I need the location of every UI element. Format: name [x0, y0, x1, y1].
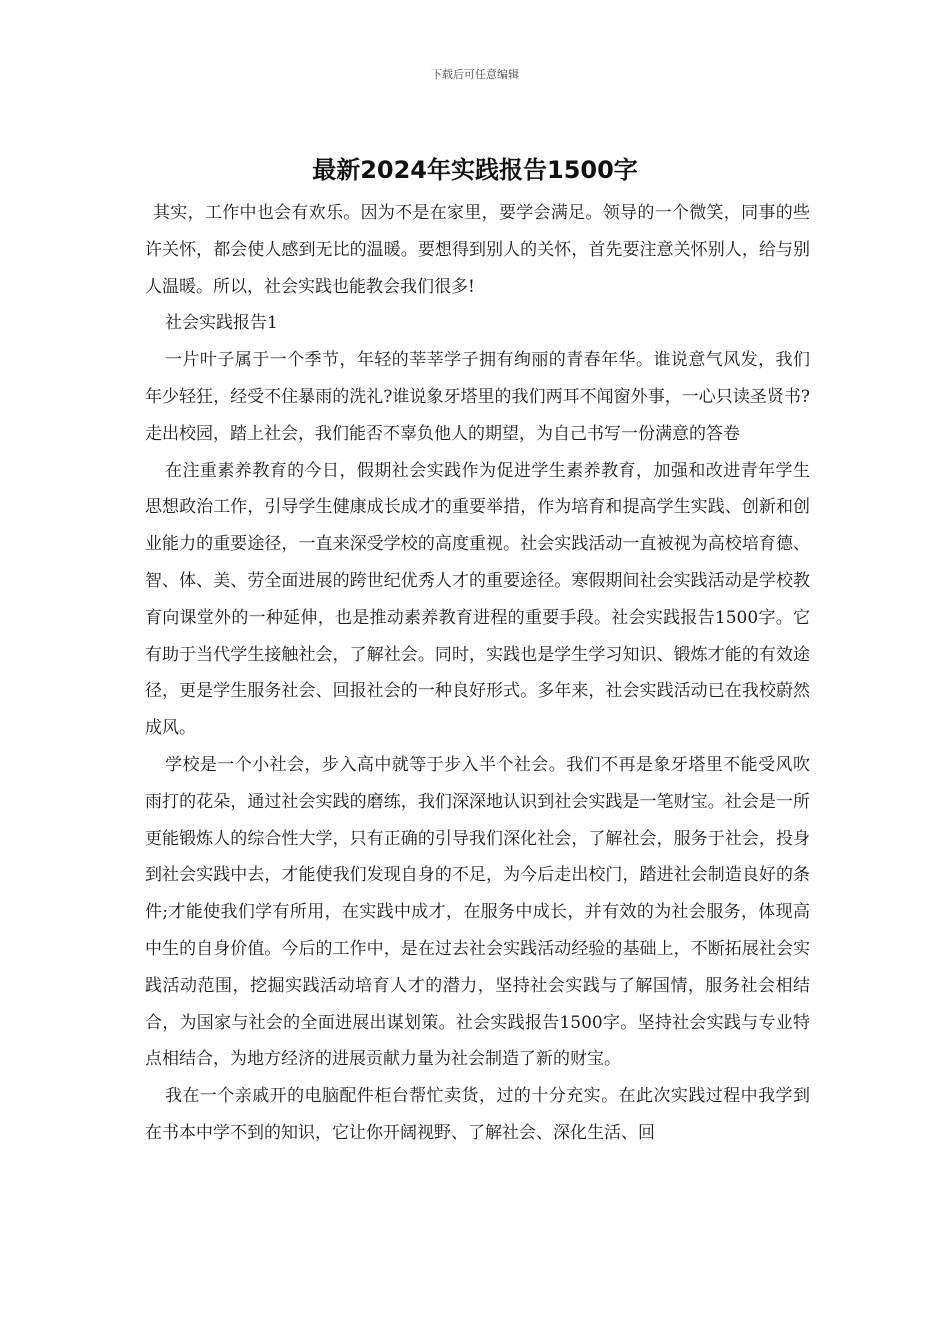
paragraph: 学校是一个小社会，步入高中就等于步入半个社会。我们不再是象牙塔里不能受风吹雨打的花朵，通过社会实践的磨练，我们深深地认识到社会实践是一笔财宝。社会是一所更能锻炼人的综合性大学，只有正确的引导我们深化社会，了解社会，服务于社会，投身到社会实践中去，才能使我们发现自身的不足，为今后走出校门，踏进社会制造良好的条件;才能使我们学有所用，在实践中成才，在服务中成长，并有效的为社会服务，体现高中生的自身价值。今后的工作中，是在过去社会实践活动经验的基础上，不断拓展社会实践活动范围，挖掘实践活动培育人才的潜力，坚持社会实践与了解国情，服务社会相结合，为国家与社会的全面进展出谋划策。社会实践报告1500字。坚持社会实践与专业特点相结合，为地方经济的进展贡献力量为社会制造了新的财宝。 [145, 754, 810, 1070]
paragraph: 在注重素养教育的今日，假期社会实践作为促进学生素养教育，加强和改进青年学生思想政治工作，引导学生健康成长成才的重要举措，作为培育和提高学生实践、创新和创业能力的重要途径，一直来深受学校的高度重视。社会实践活动一直被视为高校培育德、智、体、美、劳全面进展的跨世纪优秀人才的重要途径。寒假期间社会实践活动是学校教育向课堂外的一种延伸，也是推动素养教育进程的重要手段。社会实践报告1500字。它有助于当代学生接触社会，了解社会。同时，实践也是学生学习知识、锻炼才能的有效途径，更是学生服务社会、回报社会的一种良好形式。多年来，社会实践活动已在我校蔚然成风。 [145, 460, 810, 739]
paragraph: 我在一个亲戚开的电脑配件柜台帮忙卖货，过的十分充实。在此次实践过程中我学到在书本中学不到的知识，它让你开阔视野、了解社会、深化生活、回 [145, 1086, 810, 1143]
header-note: 下载后可任意编辑 [431, 68, 519, 81]
document-title: 最新2024年实践报告1500字 [312, 156, 638, 184]
paragraph: 一片叶子属于一个季节，年轻的莘莘学子拥有绚丽的青春年华。谁说意气风发，我们年少轻狂，经受不住暴雨的洗礼?谁说象牙塔里的我们两耳不闻窗外事，一心只读圣贤书?走出校园，踏上社会，我们能否不辜负他人的期望，为自己书写一份满意的答卷 [145, 350, 810, 444]
section-heading: 社会实践报告1 [165, 313, 278, 334]
document-body [145, 195, 810, 1152]
paragraph-intro: 其实，工作中也会有欢乐。因为不是在家里，要学会满足。领导的一个微笑，同事的些许关怀，都会使人感到无比的温暖。要想得到别人的关怀，首先要注意关怀别人，给与别人温暖。所以，社会实践也能教会我们很多! [145, 203, 810, 297]
